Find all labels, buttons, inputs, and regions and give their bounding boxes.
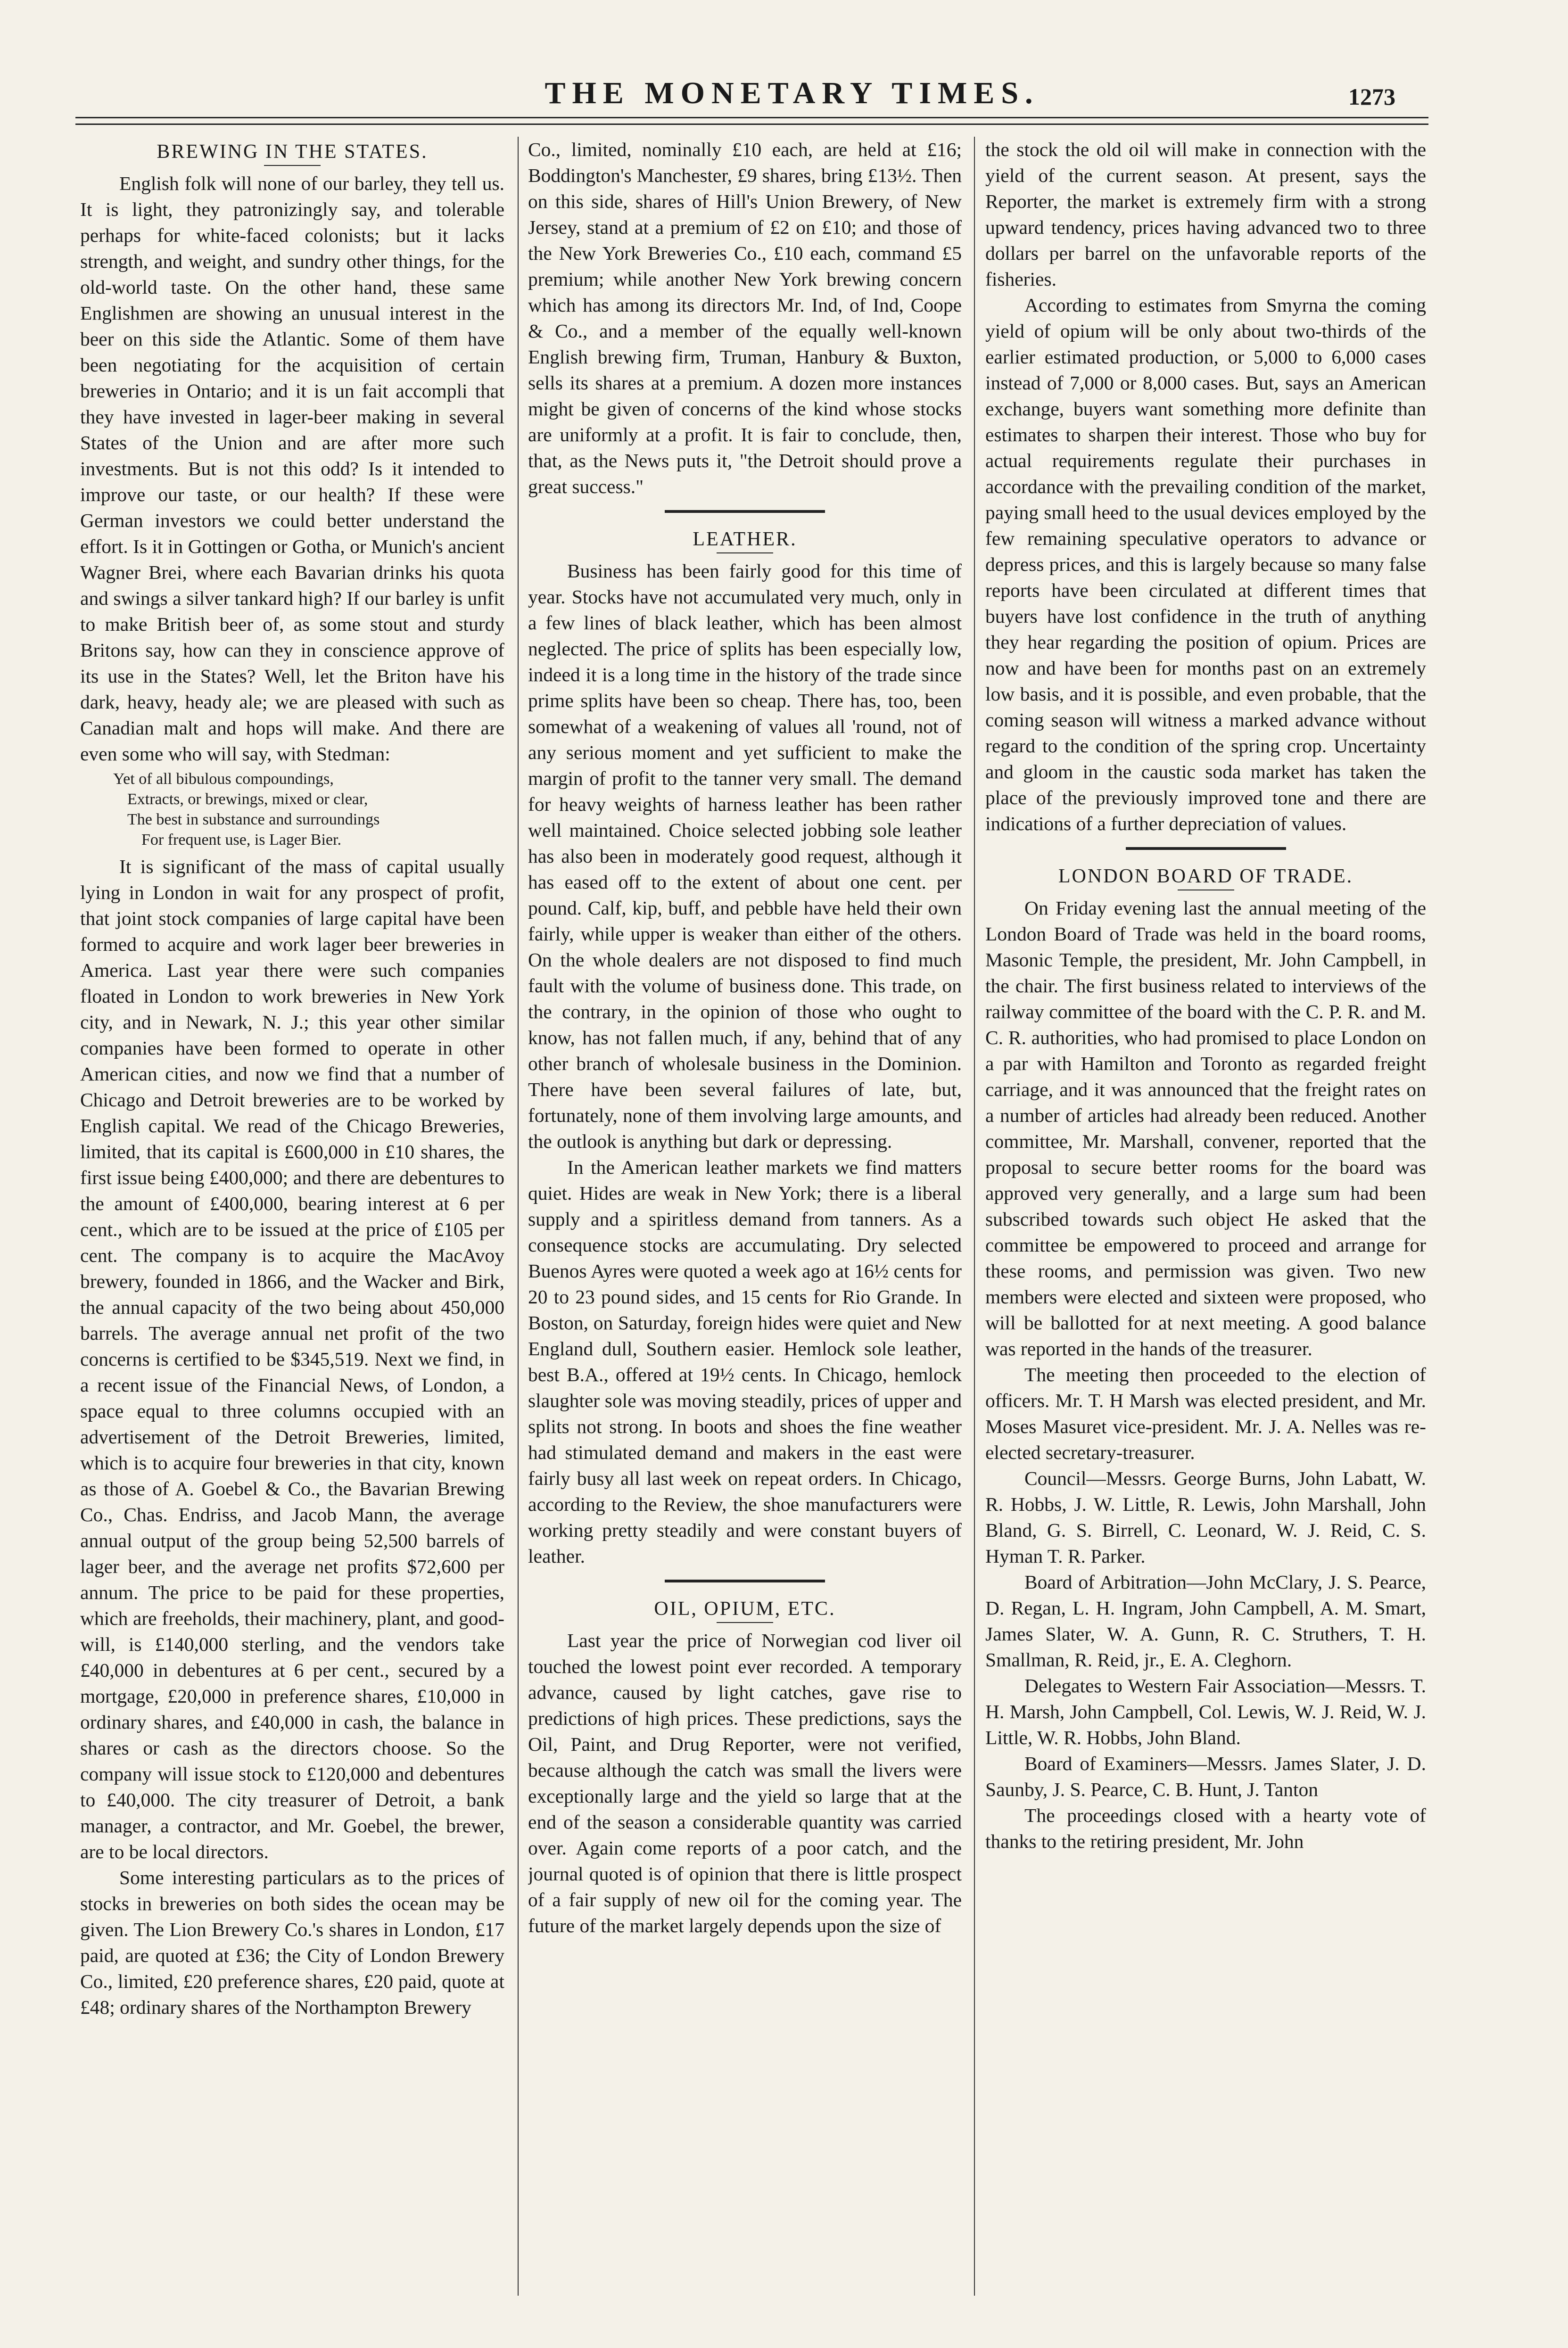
article-paragraph: It is significant of the mass of capital usually lying in London in wait for any prospect of profit, that joint stock companies of large capital have been formed to acquire and work lager beer breweries in America. Last year there were such companies floated in London to work breweries in New York city, and in Newark, N. J.; this year other similar companies have been formed to operate in other American cities, and now we find that a number of Chicago and Detroit breweries are to be worked by English capital. We read of the Chicago Breweries, limited, that its capital is £600,000 in £10 shares, the first issue being £400,000; and there are debentures to the amount of £400,000, bearing interest at 6 per cent., which are to be issued at the price of £105 per cent. The company is to acquire the MacAvoy brewery, founded in 1866, and the Wacker and Birk, the annual capacity of the two being about 450,000 barrels. The average annual net profit of the two concerns is certified to be $345,519. Next we find, in a recent issue of the Financial News, of London, a space equal to three columns occupied with an advertisement of the Detroit Breweries, limited, which is to acquire four breweries in that city, known as those of A. Goebel & Co., the Bavarian Brewing Co., Chas. Endriss, and Jacob Mann, the average annual output of the group being 52,500 barrels of lager beer, and the average net profits $72,600 per annum. The price to be paid for these properties, which are freeholds, their machinery, plant, and good-will, is £140,000 sterling, and the vendors take £40,000 in debentures at 6 per cent., secured by a mortgage, £20,000 in preference shares, £10,000 in ordinary shares, and £40,000 in cash, the balance in shares or cash as the directors choose. So the company will issue stock to £120,000 and debentures to £40,000. The city treasurer of Detroit, a bank manager, a contractor, and Mr. Goebel, the brewer, are to be local directors. [80,856,504,1862]
article-paragraph: Board of Arbitration—John McClary, J. S. Pearce, D. Regan, L. H. Ingram, John Campbell, A. M. Smart, James Slater, W. A. Gunn, R. C. Struthers, T. H. Smallman, R. Reid, jr., E. A. Cleghorn. [985,1571,1426,1671]
article-heading-leather: LEATHER. [693,528,797,550]
heading-rule [717,552,773,553]
heading-rule [717,1622,773,1623]
poem-quote [80,769,504,850]
article-paragraph: Co., limited, nominally £10 each, are held at £16; Boddington's Manchester, £9 shares, bring £13½. Then on this side, shares of Hill's Union Brewery, of New Jersey, stand at a premium of £2 on £10; and those of the New York Breweries Co., £10 each, command £5 premium; while another New York brewing concern which has among its directors Mr. Ind, of Ind, Coope & Co., and a member of the equally well-known English brewing firm, Truman, Hanbury & Buxton, sells its shares at a premium. A dozen more instances might be given of concerns of the kind whose stocks are uniformly at a profit. It is fair to conclude, then, that, as the News puts it, "the Detroit should prove a great success." [528,139,962,497]
poem-line: Extracts, or brewings, mixed or clear, [127,791,368,808]
section-separator [1126,847,1286,850]
column-2 [528,137,962,2300]
masthead [0,75,1568,118]
header-rule [75,117,1428,118]
column-1 [80,137,504,2300]
article-paragraph: Some interesting particulars as to the prices of stocks in breweries on both sides the ocean may be given. The Lion Brewery Co.'s shares in London, £17 paid, are quoted at £36; the City of London Brewery Co., limited, £20 preference shares, £20 paid, quote at £48; ordinary shares of the Northampton Brewery [80,1867,504,2018]
newspaper-title: THE MONETARY TIMES. [545,76,1040,110]
article-paragraph: Board of Examiners—Messrs. James Slater, J. D. Saunby, J. S. Pearce, C. B. Hunt, J. Tanton [985,1753,1426,1800]
column-3 [985,137,1426,2300]
article-paragraph: the stock the old oil will make in connection with the yield of the current season. At present, says the Reporter, the market is extremely firm with a strong upward tendency, prices having advanced two to three dollars per barrel on the unfavorable reports of the fisheries. [985,139,1426,290]
article-paragraph: In the American leather markets we find matters quiet. Hides are weak in New York; there is a liberal supply and a spiritless demand from tanners. As a consequence stocks are accumulating. Dry selected Buenos Ayres were quoted a week ago at 16½ cents for 20 to 23 pound sides, and 15 cents for Rio Grande. In Boston, on Saturday, foreign hides were quiet and New England dull, Southern easier. Hemlock sole leather, best B.A., offered at 19½ cents. In Chicago, hemlock slaughter sole was moving steadily, prices of upper and splits not strong. In boots and shoes the fine weather had stimulated demand and makers in the east were fairly busy all last week on repeat orders. In Chicago, according to the Review, the shoe manufacturers were working pretty steadily and were constant buyers of leather. [528,1156,962,1567]
article-paragraph: The meeting then proceeded to the election of officers. Mr. T. H Marsh was elected president, and Mr. Moses Masuret vice-president. Mr. J. A. Nelles was re-elected secretary-treasurer. [985,1364,1426,1463]
section-separator [665,1580,825,1582]
article-paragraph: English folk will none of our barley, they tell us. It is light, they patronizingly say, and tolerable perhaps for white-faced colonists; but it lacks strength, and weight, and sundry other things, for the old-world taste. On the other hand, these same Englishmen are showing an unusual interest in the beer on this side the Atlantic. Some of them have been negotiating for the acquisition of certain breweries in Ontario; and it is un fait accompli that they have invested in lager-beer making in several States of the Union and are after more such investments. But is not this odd? Is it intended to improve our taste, or our health? If these were German investors we could better understand the effort. Is it in Gottingen or Gotha, or Munich's ancient Wagner Brei, where each Bavarian drinks his quota and swings a silver tankard high? If our barley is unfit to make British beer of, as some stout and sturdy Britons say, how can they in conscience approve of its use in the States? Well, let the Briton have his dark, heavy, heady ale; we are pleased with such as Canadian malt and hops will make. And there are even some who will say, with Stedman: [80,173,504,765]
article-paragraph: On Friday evening last the annual meeting of the London Board of Trade was held in the board rooms, Masonic Temple, the president, Mr. John Campbell, in the chair. The first business related to interviews of the railway committee of the board with the C. P. R. and M. C. R. authorities, who had promised to place London on a par with Hamilton and Toronto as regarded freight carriage, and it was announced that the freight rates on a number of articles had already been reduced. Another committee, Mr. Marshall, convener, reported that the proposal to secure better rooms for the board was approved very generally, and a large sum had been subscribed towards such object He asked that the committee be empowered to proceed and arrange for these rooms, and permission was given. Two new members were elected and sixteen were proposed, who will be ballotted for at next meeting. A good balance was reported in the hands of the treasurer. [985,897,1426,1359]
column-divider [974,137,975,2296]
article-heading-board-of-trade: LONDON BOARD OF TRADE. [1058,865,1353,887]
poem-line: Yet of all bibulous compoundings, [113,770,334,788]
section-separator [665,510,825,513]
article-paragraph: According to estimates from Smyrna the coming yield of opium will be only about two-thirds of the earlier estimated production, or 5,000 to 6,000 cases instead of 7,000 or 8,000 cases. But, says an American exchange, buyers want something more definite than estimates to sharpen their interest. Those who buy for actual requirements regulate their purchases in accordance with the prevailing condition of the market, paying small heed to the usual devices employed by the few remaining speculative operators to advance or depress prices, and this is largely because so many false reports have been circulated at different times that buyers have lost confidence in the truth of anything they hear regarding the position of opium. Prices are now and have been for months past on an extremely low basis, and it is possible, and even probable, that the coming season will witness a marked advance without regard to the condition of the spring crop. Uncertainty and gloom in the caustic soda market has taken the place of the previously improved tone and there are indications of a further depreciation of values. [985,294,1426,834]
article-paragraph: Council—Messrs. George Burns, John Labatt, W. R. Hobbs, J. W. Little, R. Lewis, John Marshall, John Bland, G. S. Birrell, C. Leonard, W. J. Reid, C. S. Hyman T. R. Parker. [985,1467,1426,1567]
poem-line: The best in substance and surroundings [127,811,380,828]
header-rule-second [75,124,1428,125]
article-heading-brewing: BREWING IN THE STATES. [157,141,428,163]
heading-rule [264,165,321,166]
article-paragraph: The proceedings closed with a hearty vote of thanks to the retiring president, Mr. John [985,1804,1426,1852]
article-paragraph: Last year the price of Norwegian cod liver oil touched the lowest point ever recorded. A temporary advance, caused by light catches, gave rise to predictions of high prices. These predictions, says the Oil, Paint, and Drug Reporter, were not verified, because although the catch was small the livers were exceptionally large and the yield so large that at the end of the season a considerable quantity was carried over. Again come reports of a poor catch, and the journal quoted is of opinion that there is little prospect of a fair supply of new oil for the coming year. The future of the market largely depends upon the size of [528,1630,962,1936]
article-paragraph: Business has been fairly good for this time of year. Stocks have not accumulated very much, only in a few lines of black leather, which has been almost neglected. The price of splits has been especially low, indeed it is a long time in the history of the trade since prime splits have been so cheap. There has, too, been somewhat of a weakening of values all 'round, not of any serious moment and yet sufficient to make the margin of profit to the tanner very small. The demand for heavy weights of harness leather has been rather well maintained. Choice selected jobbing sole leather has also been in moderately good request, although it has eased off to the extent of about one cent. per pound. Calf, kip, buff, and pebble have held their own fairly, while upper is weaker than either of the others. On the whole dealers are not disposed to find much fault with the volume of business done. This trade, on the contrary, in the opinion of those who ought to know, has not fallen much, if any, behind that of any other branch of wholesale business in the Dominion. There have been several failures of late, but, fortunately, none of them involving large amounts, and the outlook is anything but dark or depressing. [528,560,962,1152]
article-heading-oil: OIL, OPIUM, ETC. [654,1598,836,1620]
poem-line: For frequent use, is Lager Bier. [141,831,341,849]
page-number: 1273 [1348,83,1395,110]
article-paragraph: Delegates to Western Fair Association—Messrs. T. H. Marsh, John Campbell, Col. Lewis, W. J. Reid, W. J. Little, W. R. Hobbs, John Bland. [985,1675,1426,1748]
column-divider [518,137,519,2296]
